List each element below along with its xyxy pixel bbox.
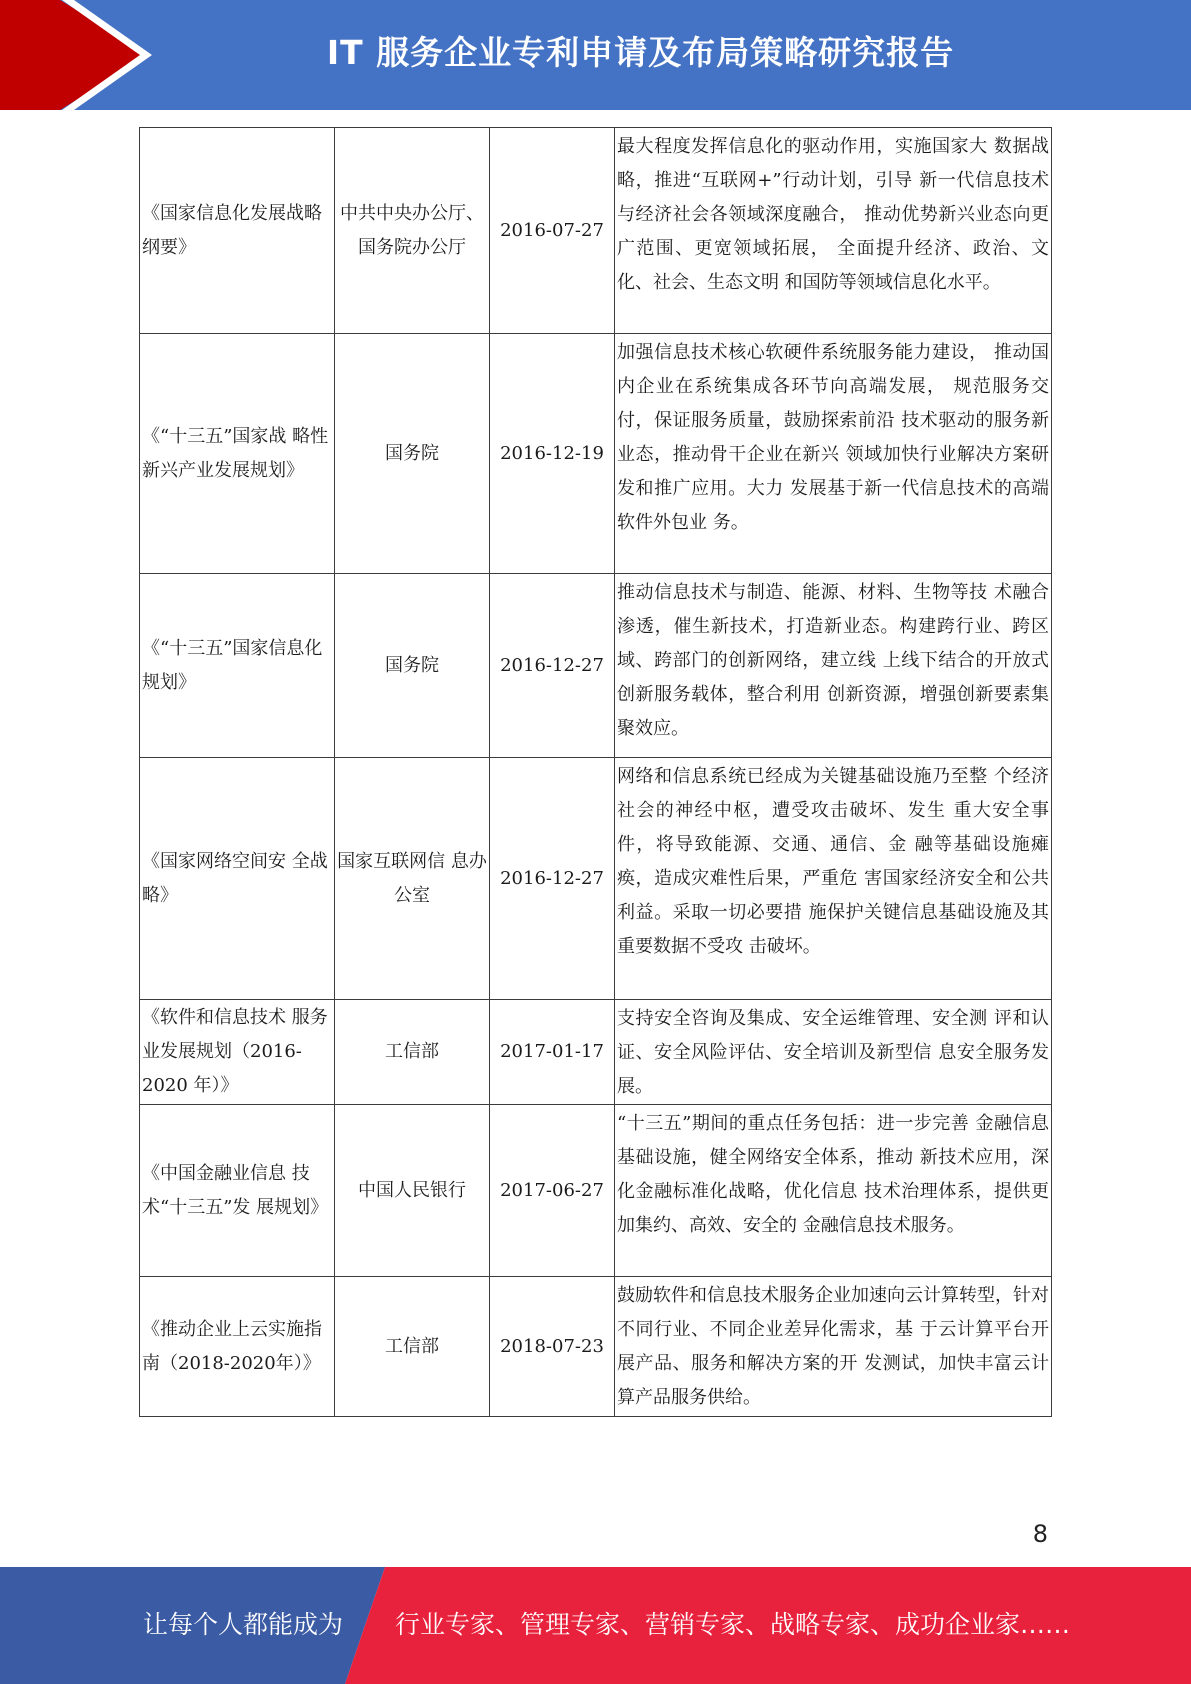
table-row	[140, 1105, 1052, 1277]
table-row	[140, 758, 1052, 1000]
issuer-cell: 国家互联网信 息办公室	[335, 758, 490, 1000]
policy-name-cell: 《国家信息化发展战略纲要》	[140, 128, 335, 334]
date-cell: 2017-06-27	[490, 1105, 615, 1277]
date-cell: 2016-12-19	[490, 334, 615, 574]
policy-table	[139, 127, 1052, 1417]
content-cell: 加强信息技术核心软硬件系统服务能力建设， 推动国内企业在系统集成各环节向高端发展， 规范服务交付，保证服务质量，鼓励探索前沿 技术驱动的服务新业态，推动骨干企业在新兴 领域加快行业解决方案研发和推广应用。大力 发展基于新一代信息技术的高端软件外包业 务。	[615, 334, 1052, 574]
header-arrow-icon	[0, 0, 160, 110]
policy-name-cell: 《推动企业上云实施指南（2018-2020年）》	[140, 1277, 335, 1417]
table-row	[140, 334, 1052, 574]
issuer-cell: 国务院	[335, 574, 490, 758]
policy-name-cell: 《软件和信息技术 服务业发展规划（2016-2020 年）》	[140, 1000, 335, 1105]
content-cell: “十三五”期间的重点任务包括：进一步完善 金融信息基础设施，健全网络安全体系，推动 新技术应用，深化金融标准化战略，优化信息 技术治理体系，提供更加集约、高效、安全的 金融信息技术服务。	[615, 1105, 1052, 1277]
policy-name-cell: 《“十三五”国家信息化规划》	[140, 574, 335, 758]
page-header	[0, 0, 1191, 110]
content-cell: 支持安全咨询及集成、安全运维管理、安全测 评和认证、安全风险评估、安全培训及新型信 息安全服务发展。	[615, 1000, 1052, 1105]
report-title: IT 服务企业专利申请及布局策略研究报告	[326, 33, 955, 72]
content-cell: 网络和信息系统已经成为关键基础设施乃至整 个经济社会的神经中枢，遭受攻击破坏、发生 重大安全事件，将导致能源、交通、通信、金 融等基础设施瘫痪，造成灾难性后果，严重危 害国家经济安全和公共利益。采取一切必要措 施保护关键信息基础设施及其重要数据不受攻 击破坏。	[615, 758, 1052, 1000]
table-row	[140, 1277, 1052, 1417]
table-row	[140, 1000, 1052, 1105]
footer-slogan-left: 让每个人都能成为	[143, 1610, 344, 1639]
issuer-cell: 中共中央办公厅、国务院办公厅	[335, 128, 490, 334]
policy-name-cell: 《中国金融业信息 技术“十三五”发 展规划》	[140, 1105, 335, 1277]
policy-name-cell: 《国家网络空间安 全战略》	[140, 758, 335, 1000]
content-cell: 最大程度发挥信息化的驱动作用，实施国家大 数据战略，推进“互联网+”行动计划，引导 新一代信息技术与经济社会各领域深度融合， 推动优势新兴业态向更广范围、更宽领域拓展， 全面提升经济、政治、文化、社会、生态文明 和国防等领域信息化水平。	[615, 128, 1052, 334]
policy-name-cell: 《“十三五”国家战 略性新兴产业发展规划》	[140, 334, 335, 574]
issuer-cell: 工信部	[335, 1000, 490, 1105]
issuer-cell: 工信部	[335, 1277, 490, 1417]
page-number: 8	[1032, 1520, 1048, 1548]
content-cell: 推动信息技术与制造、能源、材料、生物等技 术融合渗透，催生新技术，打造新业态。构建跨行业、跨区域、跨部门的创新网络，建立线 上线下结合的开放式创新服务载体，整合利用 创新资源，增强创新要素集聚效应。	[615, 574, 1052, 758]
footer-slogan-right: 行业专家、管理专家、营销专家、战略专家、成功企业家……	[395, 1610, 1071, 1639]
date-cell: 2017-01-17	[490, 1000, 615, 1105]
content-cell: 鼓励软件和信息技术服务企业加速向云计算转型，针对不同行业、不同企业差异化需求，基 于云计算平台开展产品、服务和解决方案的开 发测试，加快丰富云计算产品服务供给。	[615, 1277, 1052, 1417]
table-row	[140, 128, 1052, 334]
date-cell: 2016-07-27	[490, 128, 615, 334]
date-cell: 2016-12-27	[490, 574, 615, 758]
date-cell: 2018-07-23	[490, 1277, 615, 1417]
page-footer	[0, 1567, 1191, 1684]
issuer-cell: 国务院	[335, 334, 490, 574]
issuer-cell: 中国人民银行	[335, 1105, 490, 1277]
date-cell: 2016-12-27	[490, 758, 615, 1000]
policy-table-container	[139, 127, 1052, 1417]
table-row	[140, 574, 1052, 758]
